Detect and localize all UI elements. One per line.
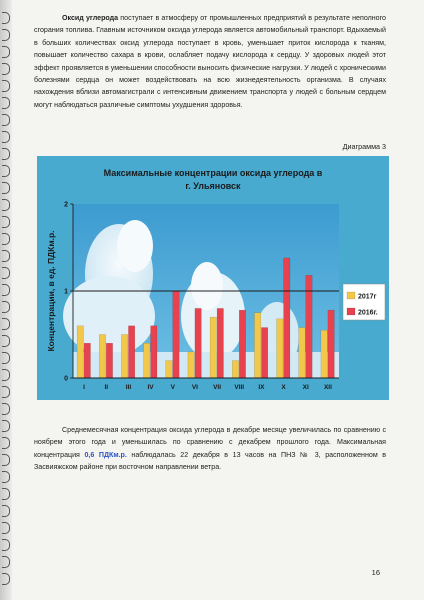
- y-tick-label: 1: [64, 288, 68, 296]
- x-tick-label: XII: [323, 384, 332, 391]
- x-tick-label: X: [281, 384, 286, 391]
- binding-ring: [2, 165, 10, 177]
- y-tick-label: 0: [64, 375, 68, 383]
- bar-series-b-VII: [217, 308, 223, 378]
- x-tick-label: V: [170, 384, 175, 391]
- binding-ring: [2, 352, 10, 364]
- bar-series-a-III: [121, 335, 127, 379]
- binding-ring: [2, 335, 10, 347]
- binding-ring: [2, 233, 10, 245]
- term-carbon-monoxide: Оксид углерода: [62, 14, 119, 22]
- binding-ring: [2, 522, 10, 534]
- bar-series-a-VII: [210, 317, 216, 378]
- binding-ring: [2, 403, 10, 415]
- bar-series-b-IV: [151, 326, 157, 378]
- bar-series-a-V: [166, 361, 172, 378]
- legend-label: 2017г: [358, 293, 377, 301]
- binding-ring: [2, 454, 10, 466]
- binding-ring: [2, 284, 10, 296]
- bar-series-a-XI: [299, 328, 305, 378]
- max-concentration-value: 0,6 ПДКм.р.: [84, 450, 127, 459]
- bar-series-b-III: [128, 326, 134, 378]
- bar-series-b-II: [106, 343, 112, 378]
- paragraph-summary: [34, 424, 386, 474]
- binding-ring: [2, 573, 10, 585]
- binding-ring: [2, 12, 10, 24]
- paragraph-summary-before: Среднемесячная концентрация оксида углерода в декабре месяце увеличилась по сравнению с ноябрем этого года и уменьшилась по сравнению с декабрем прошлого года. Максимальная концентрация: [34, 426, 386, 459]
- chart: [37, 156, 389, 400]
- x-tick-label: III: [125, 384, 132, 391]
- chart-legend: [343, 284, 385, 320]
- binding-ring: [2, 369, 10, 381]
- bar-series-a-II: [99, 335, 105, 379]
- binding-ring: [2, 386, 10, 398]
- bar-series-a-XII: [321, 330, 327, 378]
- bar-series-b-V: [173, 291, 179, 378]
- bar-series-b-X: [284, 258, 290, 378]
- binding-ring: [2, 267, 10, 279]
- binding-ring: [2, 199, 10, 211]
- bar-series-a-X: [277, 319, 283, 378]
- page-number: 16: [371, 568, 380, 577]
- chart-container: [37, 156, 389, 400]
- binding-ring: [2, 148, 10, 160]
- x-tick-label: IX: [258, 384, 265, 391]
- bar-series-b-I: [84, 343, 90, 378]
- bar-series-a-IV: [144, 343, 150, 378]
- binding-ring: [2, 250, 10, 262]
- x-tick-label: VIII: [234, 384, 245, 391]
- x-tick-label: IV: [147, 384, 154, 391]
- legend-swatch: [347, 292, 355, 299]
- binding-ring: [2, 131, 10, 143]
- paragraph-intro: [34, 12, 386, 111]
- paragraph-intro-body: поступает в атмосферу от промышленных предприятий в результате неполного сгорания топлива. Главным источником оксида углерода является автомобильный транспорт. Вдыхаемый в больших количествах оксид углерода поступает в кровь, уменьшает приток кислорода к тканям, повышает количество сахара в крови, ослабляет подачу кислорода к сердцу. У здоровых людей этот эффект проявляется в уменьшении способности выносить физические нагрузки. У людей с хроническими болезнями сердца он может воздействовать на всю жизнедеятельность организма. В случаях нахождения вблизи автомагистрали с интенсивным движением транспорта у людей с больным сердцем могут наблюдаться различные симптомы ухудшения здоровья.: [34, 14, 386, 109]
- x-tick-label: II: [104, 384, 109, 391]
- binding-ring: [2, 471, 10, 483]
- y-axis-label: Концентрации, в ед. ПДКм.р.: [46, 230, 56, 352]
- binding-ring: [2, 437, 10, 449]
- chart-title-line-2: г. Ульяновск: [185, 181, 241, 191]
- legend-label: 2016г.: [358, 309, 378, 317]
- x-tick-label: I: [83, 384, 85, 391]
- binding-ring: [2, 301, 10, 313]
- binding-ring: [2, 539, 10, 551]
- x-tick-label: VI: [191, 384, 198, 391]
- bar-series-a-VIII: [232, 361, 238, 378]
- x-tick-label: VII: [213, 384, 222, 391]
- bar-series-a-IX: [254, 313, 260, 378]
- y-tick-label: 2: [64, 201, 68, 209]
- chart-title-line-1: Максимальные концентрации оксида углерода в: [103, 168, 323, 178]
- binding-ring: [2, 63, 10, 75]
- binding-ring: [2, 29, 10, 41]
- binding-ring: [2, 488, 10, 500]
- binding-ring: [2, 46, 10, 58]
- binding-ring: [2, 80, 10, 92]
- legend-swatch: [347, 308, 355, 315]
- binding-ring: [2, 114, 10, 126]
- bar-series-b-VIII: [239, 310, 245, 378]
- bar-series-a-VI: [188, 352, 194, 378]
- binding-ring: [2, 318, 10, 330]
- bar-series-b-VI: [195, 308, 201, 378]
- bar-series-b-XII: [328, 310, 334, 378]
- diagram-label: Диаграмма 3: [342, 142, 386, 151]
- bar-series-b-IX: [261, 328, 267, 378]
- binding-ring: [2, 505, 10, 517]
- x-tick-label: XI: [302, 384, 309, 391]
- binding-ring: [2, 216, 10, 228]
- bar-series-a-I: [77, 326, 83, 378]
- binding-ring: [2, 97, 10, 109]
- paragraph-summary-after: наблюдалась 22 декабря в 13 часов на ПНЗ № 3, расположенном в Засвияжском районе при восточном направлении ветра.: [34, 450, 387, 472]
- binding-ring: [2, 182, 10, 194]
- binding-ring: [2, 556, 10, 568]
- binding-ring: [2, 420, 10, 432]
